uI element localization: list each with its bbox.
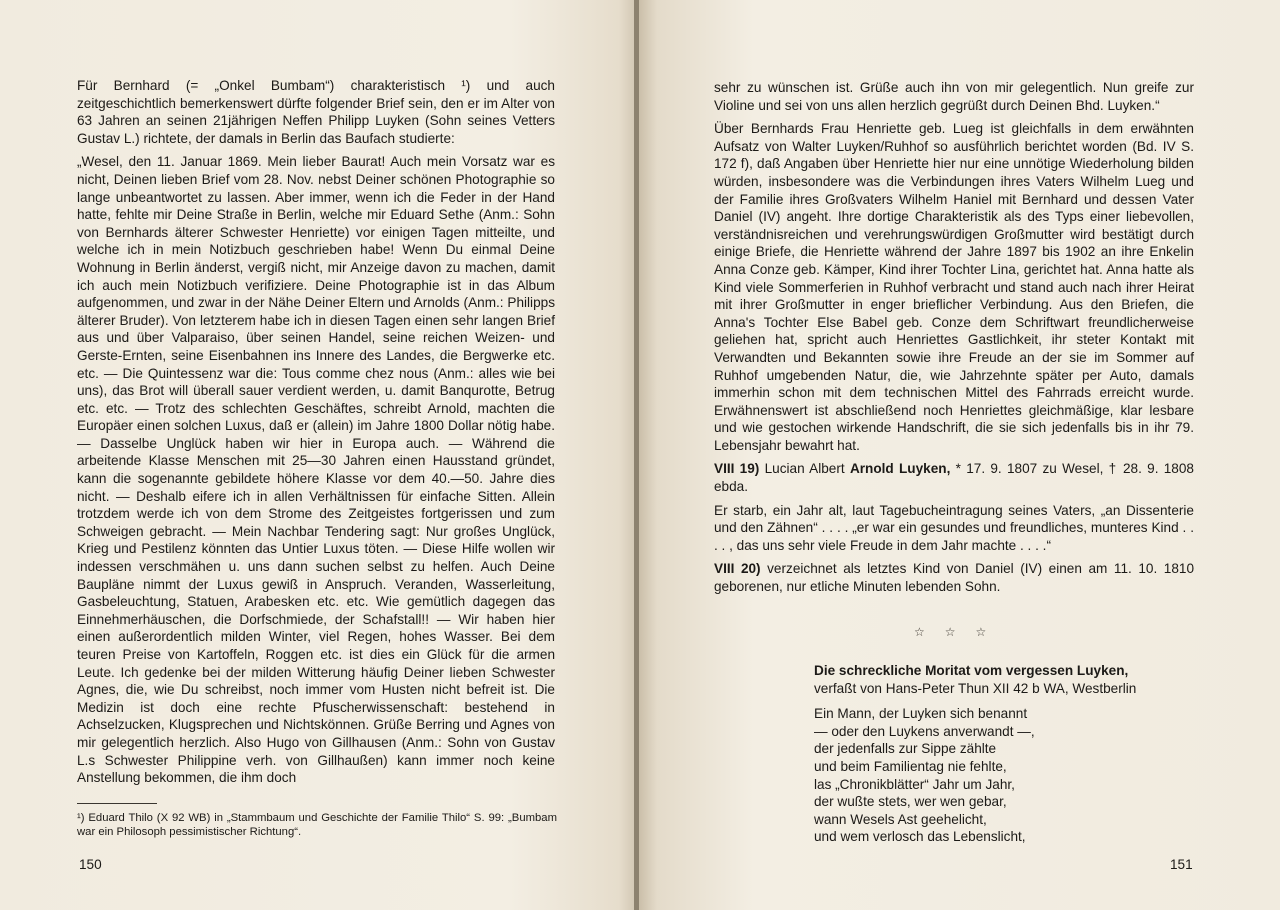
- section-divider-stars: ☆☆☆: [914, 625, 1007, 639]
- poem-line: und wem verlosch das Lebenslicht,: [814, 829, 1026, 845]
- right-text-column: [714, 79, 1194, 596]
- death-paragraph: Er starb, ein Jahr alt, laut Tagebucheintragung seines Vaters, „an Dissenterie und den Zähnen“ . . . . „er war ein gesundes und freundliches, munteres Kind . . . . , das uns sehr viele Freude in dem Jahr machte . . . .“: [714, 502, 1194, 553]
- poem-line: Ein Mann, der Luyken sich benannt: [814, 706, 1028, 722]
- page-number: 150: [79, 857, 102, 872]
- entry-text: Lucian Albert: [759, 461, 850, 477]
- poem-author: verfaßt von Hans-Peter Thun XII 42 b WA, Westberlin: [814, 680, 1137, 696]
- entry-label: VIII 20): [714, 561, 761, 577]
- entry-dates: * 17. 9. 1807 zu Wesel, † 28. 9. 1808 ebda.: [714, 461, 1194, 495]
- letter-paragraph: „Wesel, den 11. Januar 1869. Mein lieber Baurat! Auch mein Vorsatz war es nicht, Deinen lieben Brief vom 28. Nov. nebst Deiner schönen Photographie so lange unbeantwortet zu lassen. Aber immer, wenn ich die Feder in der Hand hatte, fehlte mir Deine Straße in Berlin, welche mir Eduard Sethe (Anm.: Sohn von Bernhards älterer Schwester Henriette) vor einigen Tagen mitteilte, und welche ich in mein Notizbuch geschrieben habe! Wenn Du einmal Deine Wohnung in Berlin änderst, vergiß nicht, mir Anzeige davon zu machen, damit ich auch mein Notizbuch verifiziere. Deine Photographie ist in das Album aufgenommen, und zwar in der Nähe Deiner Eltern und Arnolds (Anm.: Philipps älterer Bruder). Von letzterem habe ich in diesen Tagen einen sehr langen Brief aus und über Valparaiso, über seinen Handel, seine reichen Weizen- und Gerste-Ernten, seine Eisenbahnen ins Innere des Landes, die Bergwerke etc. etc. — Die Quintessenz war die: Tous comme chez nous (Anm.: alles wie bei uns), das Brot will überall sauer verdient werden, u. damit Banqurotte, Betrug etc. etc. — Trotz des schlechten Geschäftes, schreibt Arnold, machten die Europäer einen solchen Luxus, daß er (allein) im Jahre 1800 Dollar nötig habe. — Dasselbe Unglück haben wir hier in Europa auch. — Während die arbeitende Klasse Menschen mit 25—30 Jahren einen Hausstand gründet, kann die sogenannte gebildete höhere Klasse vor dem 40.—50. Jahre dies nicht. — Deshalb eifere ich in allen Verhältnissen für einfache Sitten. Allein trotzdem werde ich von dem Strome des Zeitgeistes fortgerissen und zum Schweigen gebracht. — Mein Nachbar Tendering sagt: Nur großes Unglück, Krieg und Pestilenz könnten das Untier Luxus töten. — Diese Hilfe wollen wir indessen verschmähen u. uns dann suchen selbst zu helfen. Auch Deine Baupläne nimmt der Luxus gewiß in Anspruch. Veranden, Wasserleitung, Gasbeleuchtung, Statuen, Arabesken etc. etc. Wie gemütlich dagegen das Einnehmerhäuschen, die Dorfschmiede, der Schafstall!! — Wir haben hier einen außerordentlich milden Winter, viel Regen, hohes Wasser. Bei dem teuren Preise von Kartoffeln, Roggen etc. ist dies ein Glück für die armen Leute. Ich gedenke bei der milden Witterung häufig Deiner lieben Schwester Agnes, die, wie Du schreibst, noch immer vom Husten nicht befreit ist. Die Medizin ist doch eine rechte Pfuscherwissenschaft: bestehend in Achselzucken, Klugsprechen und Nichtskönnen. Grüße Berring und Agnes von mir gelegentlich herzlich. Also Hugo von Gillhausen (Anm.: Sohn von Gustav L.s Schwester Philippine verh. von Gillhaußen) kann immer noch keine Anstellung bekommen, die ihm doch: [77, 154, 555, 786]
- page-number: 151: [1170, 857, 1193, 872]
- poem-line: las „Chronikblätter“ Jahr um Jahr,: [814, 776, 1015, 792]
- letter-closing-paragraph: sehr zu wünschen ist. Grüße auch ihn von mir gelegentlich. Nun greife zur Violine und sei von uns allen herzlich gegrüßt durch Deinen Bhd. Luyken.“: [714, 80, 1194, 113]
- intro-paragraph: Für Bernhard (= „Onkel Bumbam“) charakteristisch ¹) und auch zeitgeschichtlich bemerkenswert dürfte folgender Brief sein, den er im Alter von 63 Jahren an seinen 21jährigen Neffen Philipp Luyken (Sohn seines Vetters Gustav L.) richtete, der damals in Berlin das Baufach studierte:: [77, 78, 555, 146]
- poem-line: — oder den Luykens anverwandt —,: [814, 723, 1035, 739]
- footnote: ¹) Eduard Thilo (X 92 WB) in „Stammbaum und Geschichte der Familie Thilo“ S. 99: „Bumbam war ein Philosoph pessimistischer Richtung“.: [77, 812, 557, 838]
- poem-line: wann Wesels Ast geehelicht,: [814, 811, 987, 827]
- poem: [814, 662, 1214, 846]
- entry-text: verzeichnet als letztes Kind von Daniel (IV) einen am 11. 10. 1810 geborenen, nur etliche Minuten lebenden Sohn.: [714, 561, 1194, 595]
- footnote-divider: [77, 803, 157, 804]
- entry-label: VIII 19): [714, 461, 760, 477]
- entry-name: Arnold Luyken,: [849, 461, 951, 477]
- entry-viii-19: [714, 460, 1194, 495]
- page-151: [638, 0, 1280, 910]
- left-text-column: [77, 77, 555, 787]
- henriette-paragraph: Über Bernhards Frau Henriette geb. Lueg ist gleichfalls in dem erwähnten Aufsatz von Walter Luyken/Ruhhof so ausführlich berichtet worden (Bd. IV S. 172 f), daß Angaben über Henriette hier nur eine unnötige Wiederholung bilden würden, insbesondere was die Verbindungen ihres Vaters Wilhelm Lueg und der Familie ihres Großvaters Wilhelm Haniel mit Bernhard und dessen Vater Daniel (IV) angeht. Ihre dortige Charakteristik als des Typs einer liebevollen, verständnisreichen und verehrungswürdigen Großmutter wird bestätigt durch einige Briefe, die Henriette während der Jahre 1897 bis 1902 an ihre Enkelin Anna Conze geb. Kämper, Kind ihrer Tochter Lina, gerichtet hat. Anna hatte als Kind viele Sommerferien in Ruhhof verbracht und stand auch nach ihrer Heirat mit ihrer Großmutter in enger brieflicher Verbindung. Aus den Briefen, die Anna's Tochter Else Babel geb. Conze dem Schriftwart freundlicherweise geliehen hat, spricht auch Henriettes Gastlichkeit, ihr steter Kontakt mit Verwandten und Bekannten sowie ihre Freude an der sie im Sommer auf Ruhhof umgebenden Natur, die, wie Jahrzehnte später per Auto, damals immerhin schon mit dem technischen Mittel des Fahrrads erreicht wurde. Erwähnenswert ist abschließend noch Henriettes gleichmäßige, klar lesbare und wie gestochen wirkende Handschrift, die sie sich jedenfalls bis in ihr 79. Lebensjahr bewahrt hat.: [714, 121, 1194, 453]
- poem-line: der wußte stets, wer wen gebar,: [814, 794, 1007, 810]
- poem-title: Die schreckliche Moritat vom vergessen Luyken,: [814, 663, 1129, 678]
- entry-viii-20: [714, 560, 1194, 595]
- page-150: [0, 0, 638, 910]
- poem-line: und beim Familientag nie fehlte,: [814, 758, 1007, 774]
- book-gutter: [634, 0, 639, 910]
- poem-line: der jedenfalls zur Sippe zählte: [814, 741, 997, 757]
